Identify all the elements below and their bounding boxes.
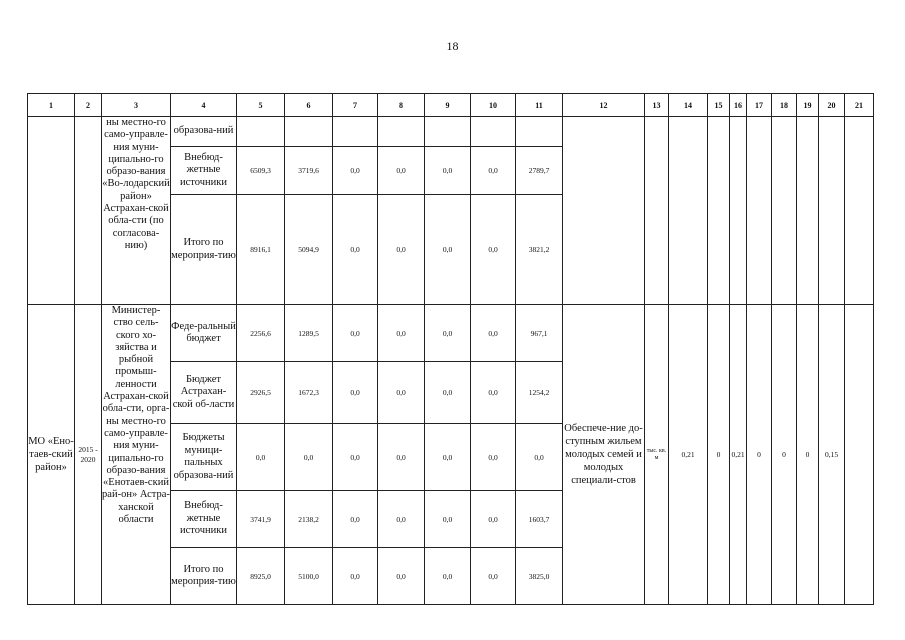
value-cell: 0,0 bbox=[471, 195, 516, 305]
value-cell: 0,0 bbox=[333, 491, 378, 548]
column-number: 8 bbox=[378, 94, 425, 117]
indicator-cell: 0 bbox=[797, 305, 819, 605]
table-row bbox=[28, 305, 874, 362]
column-number: 10 bbox=[471, 94, 516, 117]
value-cell: 3825,0 bbox=[516, 548, 563, 605]
value-cell: 0,0 bbox=[333, 195, 378, 305]
column-number: 14 bbox=[669, 94, 708, 117]
value-cell: 0,0 bbox=[425, 548, 471, 605]
value-cell: 0,0 bbox=[333, 305, 378, 362]
column-number: 3 bbox=[102, 94, 171, 117]
column-number: 19 bbox=[797, 94, 819, 117]
funding-source: Бюджеты муници-пальных образова-ний bbox=[171, 424, 237, 491]
value-cell: 0,0 bbox=[471, 305, 516, 362]
value-cell: 5100,0 bbox=[285, 548, 333, 605]
indicator-cell bbox=[819, 117, 845, 305]
column-number: 16 bbox=[730, 94, 747, 117]
executor-cell: ны местно-го само-управле-ния муни-ципально-го образо-вания «Во-лодарский район» Астрахан-ской обла-сти (по согласова-нию) bbox=[102, 117, 171, 305]
value-cell: 1289,5 bbox=[285, 305, 333, 362]
funding-source: Итого по мероприя-тию bbox=[171, 548, 237, 605]
value-cell bbox=[471, 117, 516, 147]
value-cell: 0,0 bbox=[471, 362, 516, 424]
value-cell: 0,0 bbox=[333, 424, 378, 491]
column-number: 17 bbox=[747, 94, 772, 117]
value-cell: 8916,1 bbox=[237, 195, 285, 305]
indicator-cell: 0,15 bbox=[819, 305, 845, 605]
value-cell: 0,0 bbox=[333, 362, 378, 424]
value-cell: 0,0 bbox=[471, 424, 516, 491]
value-cell: 0,0 bbox=[425, 305, 471, 362]
years-cell bbox=[75, 117, 102, 305]
goal-cell: Обеспече-ние до-ступным жильем молодых семей и молодых специали-стов bbox=[563, 305, 645, 605]
value-cell: 0,0 bbox=[425, 362, 471, 424]
indicator-cell: 0 bbox=[708, 305, 730, 605]
value-cell: 0,0 bbox=[471, 147, 516, 195]
value-cell: 1603,7 bbox=[516, 491, 563, 548]
indicator-cell bbox=[669, 117, 708, 305]
value-cell: 0,0 bbox=[285, 424, 333, 491]
indicator-cell: 0 bbox=[772, 305, 797, 605]
funding-source: Феде-ральный бюджет bbox=[171, 305, 237, 362]
column-number: 7 bbox=[333, 94, 378, 117]
years-cell: 2015 - 2020 bbox=[75, 305, 102, 605]
column-number: 13 bbox=[645, 94, 669, 117]
column-number: 5 bbox=[237, 94, 285, 117]
indicator-cell bbox=[772, 117, 797, 305]
column-number: 2 bbox=[75, 94, 102, 117]
value-cell: 0,0 bbox=[378, 362, 425, 424]
value-cell: 0,0 bbox=[237, 424, 285, 491]
value-cell: 2256,6 bbox=[237, 305, 285, 362]
value-cell: 1672,3 bbox=[285, 362, 333, 424]
value-cell: 0,0 bbox=[333, 548, 378, 605]
value-cell: 0,0 bbox=[425, 147, 471, 195]
value-cell: 1254,2 bbox=[516, 362, 563, 424]
value-cell: 0,0 bbox=[378, 548, 425, 605]
value-cell: 3741,9 bbox=[237, 491, 285, 548]
value-cell: 2138,2 bbox=[285, 491, 333, 548]
indicator-cell bbox=[730, 117, 747, 305]
value-cell: 2789,7 bbox=[516, 147, 563, 195]
value-cell bbox=[425, 117, 471, 147]
funding-source: Бюджет Астрахан-ской об-ласти bbox=[171, 362, 237, 424]
indicator-cell: 0,21 bbox=[730, 305, 747, 605]
column-number: 9 bbox=[425, 94, 471, 117]
value-cell: 0,0 bbox=[425, 195, 471, 305]
value-cell: 0,0 bbox=[378, 491, 425, 548]
value-cell: 967,1 bbox=[516, 305, 563, 362]
value-cell bbox=[237, 117, 285, 147]
column-number: 4 bbox=[171, 94, 237, 117]
column-number: 6 bbox=[285, 94, 333, 117]
value-cell: 3719,6 bbox=[285, 147, 333, 195]
program-table bbox=[27, 93, 874, 605]
indicator-cell bbox=[708, 117, 730, 305]
indicator-cell bbox=[845, 305, 874, 605]
value-cell bbox=[378, 117, 425, 147]
table-row bbox=[28, 117, 874, 147]
value-cell: 8925,0 bbox=[237, 548, 285, 605]
funding-source: Внебюд-жетные источники bbox=[171, 147, 237, 195]
funding-source: образова-ний bbox=[171, 117, 237, 147]
value-cell: 0,0 bbox=[378, 147, 425, 195]
value-cell: 5094,9 bbox=[285, 195, 333, 305]
indicator-cell: 0 bbox=[747, 305, 772, 605]
goal-cell bbox=[563, 117, 645, 305]
column-number: 1 bbox=[28, 94, 75, 117]
mo-cell bbox=[28, 117, 75, 305]
indicator-cell bbox=[797, 117, 819, 305]
column-number: 21 bbox=[845, 94, 874, 117]
value-cell: 0,0 bbox=[425, 491, 471, 548]
value-cell: 0,0 bbox=[425, 424, 471, 491]
unit-cell: тыс. кв. м bbox=[645, 305, 669, 605]
value-cell: 0,0 bbox=[471, 548, 516, 605]
value-cell: 0,0 bbox=[378, 305, 425, 362]
indicator-cell bbox=[747, 117, 772, 305]
funding-source: Внебюд-жетные источники bbox=[171, 491, 237, 548]
page-number: 18 bbox=[446, 39, 459, 53]
value-cell: 2926,5 bbox=[237, 362, 285, 424]
value-cell bbox=[285, 117, 333, 147]
indicator-cell bbox=[845, 117, 874, 305]
column-number: 18 bbox=[772, 94, 797, 117]
executor-cell: Министер-ство сель-ского хо-зяйства и рыбной промыш-ленности Астрахан-ской обла-сти, орга-ны местно-го само-управле-ния муни-ципально-го образо-вания «Енотаев-ский рай-он» Астра-ханской области bbox=[102, 305, 171, 605]
value-cell: 0,0 bbox=[378, 195, 425, 305]
value-cell bbox=[333, 117, 378, 147]
value-cell: 0,0 bbox=[378, 424, 425, 491]
value-cell: 0,0 bbox=[471, 491, 516, 548]
column-number: 11 bbox=[516, 94, 563, 117]
value-cell bbox=[516, 117, 563, 147]
column-number: 20 bbox=[819, 94, 845, 117]
value-cell: 0,0 bbox=[516, 424, 563, 491]
unit-cell bbox=[645, 117, 669, 305]
column-number: 12 bbox=[563, 94, 645, 117]
value-cell: 3821,2 bbox=[516, 195, 563, 305]
value-cell: 6509,3 bbox=[237, 147, 285, 195]
value-cell: 0,0 bbox=[333, 147, 378, 195]
indicator-cell: 0,21 bbox=[669, 305, 708, 605]
funding-source: Итого по мероприя-тию bbox=[171, 195, 237, 305]
column-number-row bbox=[28, 94, 874, 117]
mo-cell: МО «Ено-таев-ский район» bbox=[28, 305, 75, 605]
column-number: 15 bbox=[708, 94, 730, 117]
